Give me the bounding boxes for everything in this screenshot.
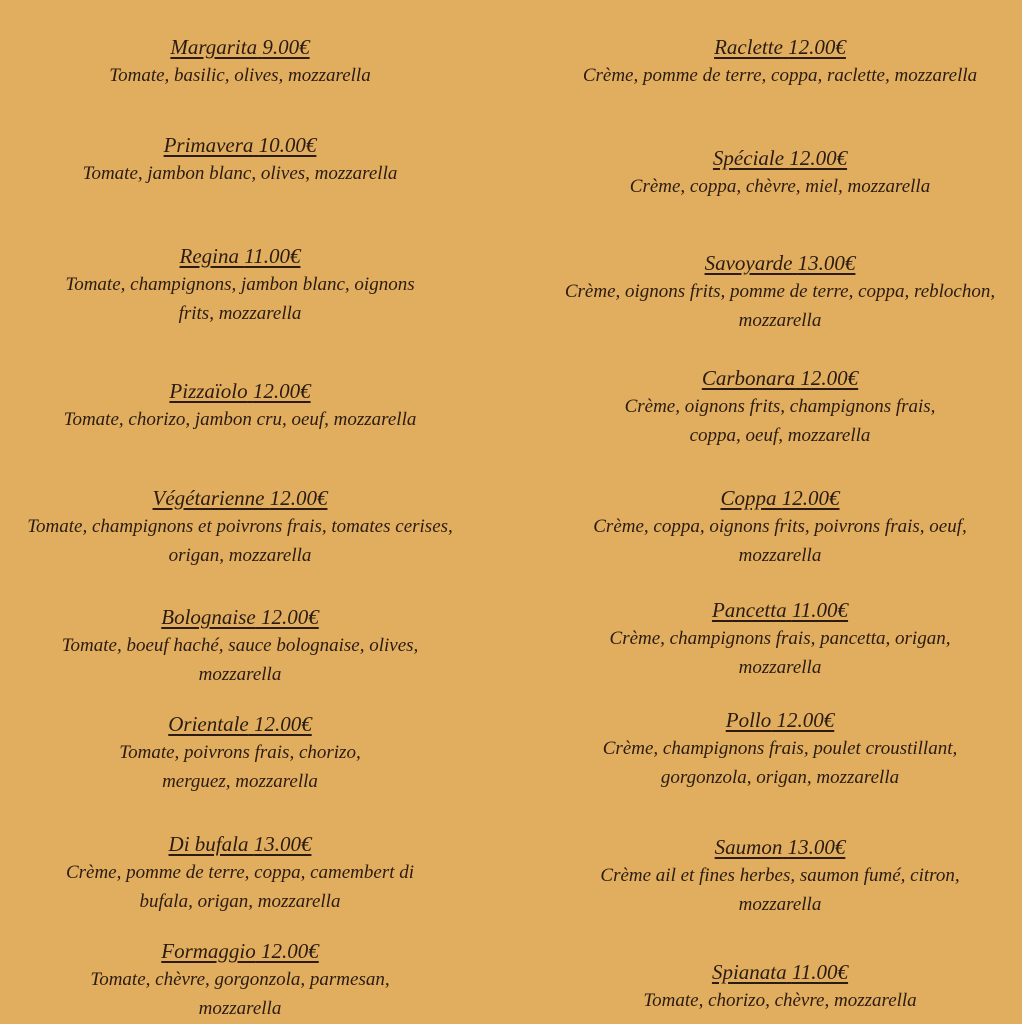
pizza-price: 12.00€ (776, 708, 835, 732)
pizza-title (153, 484, 328, 512)
pizza-price: 13.00€ (253, 832, 312, 856)
pizza-price: 12.00€ (269, 486, 328, 510)
menu-item (530, 484, 1022, 570)
ingredients-line: Crème, pomme de terre, coppa, raclette, mozzarella (582, 65, 978, 86)
ingredients-line: Crème, champignons frais, pancetta, origan, (609, 628, 951, 649)
pizza-title (720, 484, 839, 512)
pizza-name: Coppa (720, 486, 777, 510)
ingredients-line: mozzarella (738, 545, 822, 566)
ingredients-line: mozzarella (738, 894, 822, 915)
pizza-price: 12.00€ (261, 605, 319, 629)
menu-item (530, 33, 1022, 90)
pizza-ingredients (0, 738, 490, 796)
ingredients-line: bufala, origan, mozzarella (139, 891, 341, 912)
pizza-ingredients (530, 392, 1022, 450)
ingredients-line: Crème, pomme de terre, coppa, camembert di (65, 862, 415, 883)
pizza-name: Pancetta (711, 598, 787, 622)
pizza-name: Formaggio (161, 939, 256, 963)
pizza-title (164, 131, 317, 159)
pizza-price: 13.00€ (797, 251, 856, 275)
ingredients-line: Crème, oignons frits, pomme de terre, coppa, reblochon, (564, 281, 996, 302)
menu-item (0, 710, 490, 796)
ingredients-line: coppa, oeuf, mozzarella (689, 425, 871, 446)
pizza-name: Primavera (163, 133, 254, 157)
menu-item (530, 144, 1022, 201)
pizza-price: 10.00€ (258, 133, 317, 157)
menu-item (530, 364, 1022, 450)
ingredients-line: Crème, oignons frits, champignons frais, (624, 396, 936, 417)
pizza-name: Orientale (168, 712, 249, 736)
pizza-ingredients (0, 631, 490, 689)
pizza-price: 11.00€ (791, 598, 849, 622)
pizza-name: Spéciale (712, 146, 785, 170)
pizza-name: Pollo (725, 708, 772, 732)
pizza-title (170, 33, 309, 61)
ingredients-line: gorgonzola, origan, mozzarella (660, 767, 900, 788)
pizza-ingredients (0, 512, 490, 570)
pizza-title (168, 710, 311, 738)
pizza-title (180, 242, 301, 270)
pizza-name: Savoyarde (704, 251, 793, 275)
pizza-name: Pizzaïolo (169, 379, 248, 403)
pizza-name: Végétarienne (152, 486, 265, 510)
pizza-price: 12.00€ (261, 939, 319, 963)
pizza-title (169, 377, 310, 405)
pizza-name: Carbonara (701, 366, 796, 390)
pizza-ingredients (530, 624, 1022, 682)
pizza-name: Regina (179, 244, 240, 268)
pizza-title (712, 958, 848, 986)
pizza-ingredients (530, 986, 1022, 1015)
ingredients-line: frits, mozzarella (178, 303, 302, 324)
menu-item (0, 603, 490, 689)
menu-item (0, 242, 490, 328)
pizza-title (713, 144, 847, 172)
pizza-price: 12.00€ (800, 366, 859, 390)
menu-item (0, 377, 490, 434)
pizza-name: Margarita (170, 35, 258, 59)
pizza-ingredients (530, 861, 1022, 919)
pizza-name: Di bufala (168, 832, 249, 856)
ingredients-line: Crème, champignons frais, poulet croustillant, (602, 738, 958, 759)
pizza-title (712, 596, 848, 624)
ingredients-line: Tomate, jambon blanc, olives, mozzarella (82, 163, 398, 184)
pizza-name: Raclette (714, 35, 783, 59)
pizza-title (702, 364, 858, 392)
menu-item (530, 249, 1022, 335)
menu-item (0, 830, 490, 916)
ingredients-line: Tomate, basilic, olives, mozzarella (109, 65, 371, 86)
ingredients-line: mozzarella (198, 664, 282, 685)
menu-item (0, 33, 490, 90)
pizza-price: 9.00€ (262, 35, 310, 59)
pizza-title (714, 33, 846, 61)
menu-item (530, 596, 1022, 682)
pizza-price: 13.00€ (787, 835, 846, 859)
pizza-ingredients (0, 270, 490, 328)
pizza-title (169, 830, 312, 858)
pizza-price: 12.00€ (253, 712, 312, 736)
pizza-ingredients (530, 172, 1022, 201)
ingredients-line: mozzarella (738, 657, 822, 678)
pizza-name: Saumon (714, 835, 783, 859)
pizza-name: Spianata (711, 960, 787, 984)
ingredients-line: mozzarella (198, 998, 282, 1019)
pizza-ingredients (530, 734, 1022, 792)
menu-item (0, 937, 490, 1023)
menu-item (530, 958, 1022, 1015)
menu-item (0, 484, 490, 570)
pizza-title (161, 937, 319, 965)
menu-item (530, 706, 1022, 792)
pizza-price: 11.00€ (791, 960, 849, 984)
menu-item (530, 833, 1022, 919)
pizza-ingredients (0, 61, 490, 90)
pizza-title (715, 833, 846, 861)
pizza-ingredients (0, 858, 490, 916)
pizza-price: 12.00€ (788, 35, 846, 59)
ingredients-line: Tomate, chèvre, gorgonzola, parmesan, (90, 969, 390, 990)
pizza-ingredients (0, 965, 490, 1023)
pizza-ingredients (0, 405, 490, 434)
ingredients-line: Tomate, champignons, jambon blanc, oignons (65, 274, 415, 295)
pizza-price: 11.00€ (244, 244, 301, 268)
pizza-title (726, 706, 835, 734)
ingredients-line: Tomate, champignons et poivrons frais, tomates cerises, (27, 516, 453, 537)
pizza-ingredients (530, 61, 1022, 90)
pizza-price: 12.00€ (789, 146, 848, 170)
pizza-ingredients (0, 159, 490, 188)
pizza-price: 12.00€ (781, 486, 840, 510)
pizza-ingredients (530, 512, 1022, 570)
ingredients-line: origan, mozzarella (168, 545, 312, 566)
menu-item (0, 131, 490, 188)
pizza-title (705, 249, 856, 277)
ingredients-line: Crème, coppa, chèvre, miel, mozzarella (629, 176, 931, 197)
pizza-ingredients (530, 277, 1022, 335)
pizza-title (161, 603, 319, 631)
pizza-name: Bolognaise (161, 605, 256, 629)
ingredients-line: Tomate, chorizo, chèvre, mozzarella (643, 990, 917, 1011)
pizza-price: 12.00€ (252, 379, 311, 403)
ingredients-line: Tomate, boeuf haché, sauce bolognaise, olives, (61, 635, 419, 656)
ingredients-line: mozzarella (738, 310, 822, 331)
ingredients-line: Crème, coppa, oignons frits, poivrons frais, oeuf, (593, 516, 967, 537)
ingredients-line: Tomate, poivrons frais, chorizo, (119, 742, 361, 763)
ingredients-line: Tomate, chorizo, jambon cru, oeuf, mozzarella (63, 409, 417, 430)
ingredients-line: merguez, mozzarella (162, 771, 318, 792)
ingredients-line: Crème ail et fines herbes, saumon fumé, citron, (600, 865, 960, 886)
